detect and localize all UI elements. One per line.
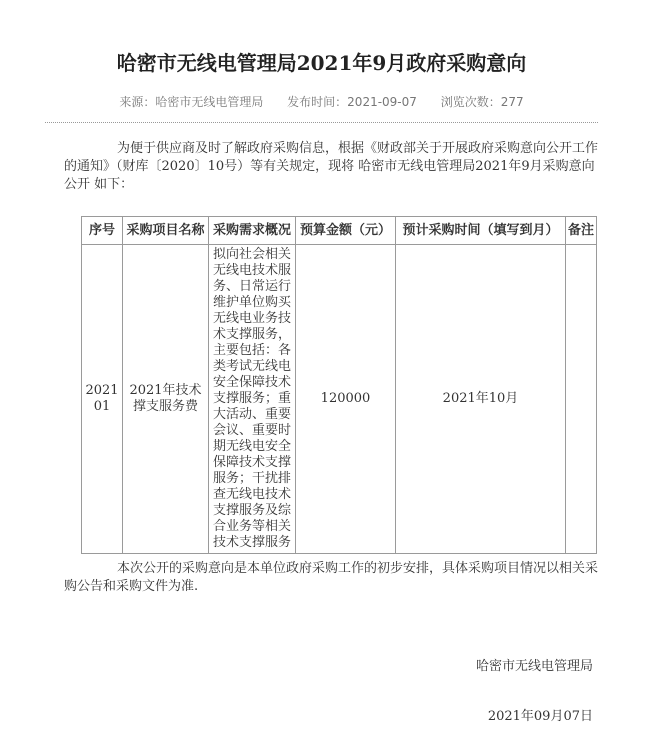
page-title: 哈密市无线电管理局2021年9月政府采购意向 xyxy=(116,51,527,75)
signature-agency: 哈密市无线电管理局 xyxy=(475,659,593,674)
meta-view-count: 浏览次数：277 xyxy=(440,95,524,109)
meta-source: 来源：哈密市无线电管理局 xyxy=(119,95,264,109)
signature-date: 2021年09月07日 xyxy=(487,709,593,724)
cell-project-name: 2021年技术撑支服务费 xyxy=(123,245,209,554)
article-meta xyxy=(45,93,598,110)
document-page xyxy=(45,0,598,725)
cell-budget: 120000 xyxy=(296,245,396,554)
cell-remark xyxy=(566,245,597,554)
cell-planned-time: 2021年10月 xyxy=(396,245,566,554)
table-row xyxy=(82,245,597,554)
header-project-name: 采购项目名称 xyxy=(123,217,209,245)
table-header-row xyxy=(82,217,597,245)
header-planned-time: 预计采购时间（填写到月） xyxy=(396,217,566,245)
intro-paragraph: 为便于供应商及时了解政府采购信息，根据《财政部关于开展政府采购意向公开工作的通知》（财库〔2020〕10号）等有关规定，现将 哈密市无线电管理局2021年9月采购意向公开 如下： xyxy=(64,141,599,192)
header-budget: 预算金额（元） xyxy=(296,217,396,245)
procurement-intent-table xyxy=(81,216,597,554)
cell-demand-summary: 拟向社会相关无线电技术服务、日常运行维护单位购买无线电业务技术支撑服务，主要包括：各类考试无线电安全保障技术支撑服务；重大活动、重要会议、重要时期无线电安全保障技术支撑服务；干扰排查无线电技术支撑服务及综合业务等相关技术支撑服务 xyxy=(209,245,296,554)
meta-publish-time: 发布时间：2021-09-07 xyxy=(287,95,417,109)
header-seq: 序号 xyxy=(82,217,123,245)
dotted-separator xyxy=(45,122,598,123)
header-demand-summary: 采购需求概况 xyxy=(209,217,296,245)
header-remark: 备注 xyxy=(566,217,597,245)
cell-seq: 202101 xyxy=(82,245,123,554)
closing-paragraph: 本次公开的采购意向是本单位政府采购工作的初步安排，具体采购项目情况以相关采购公告和采购文件为准. xyxy=(64,561,599,594)
